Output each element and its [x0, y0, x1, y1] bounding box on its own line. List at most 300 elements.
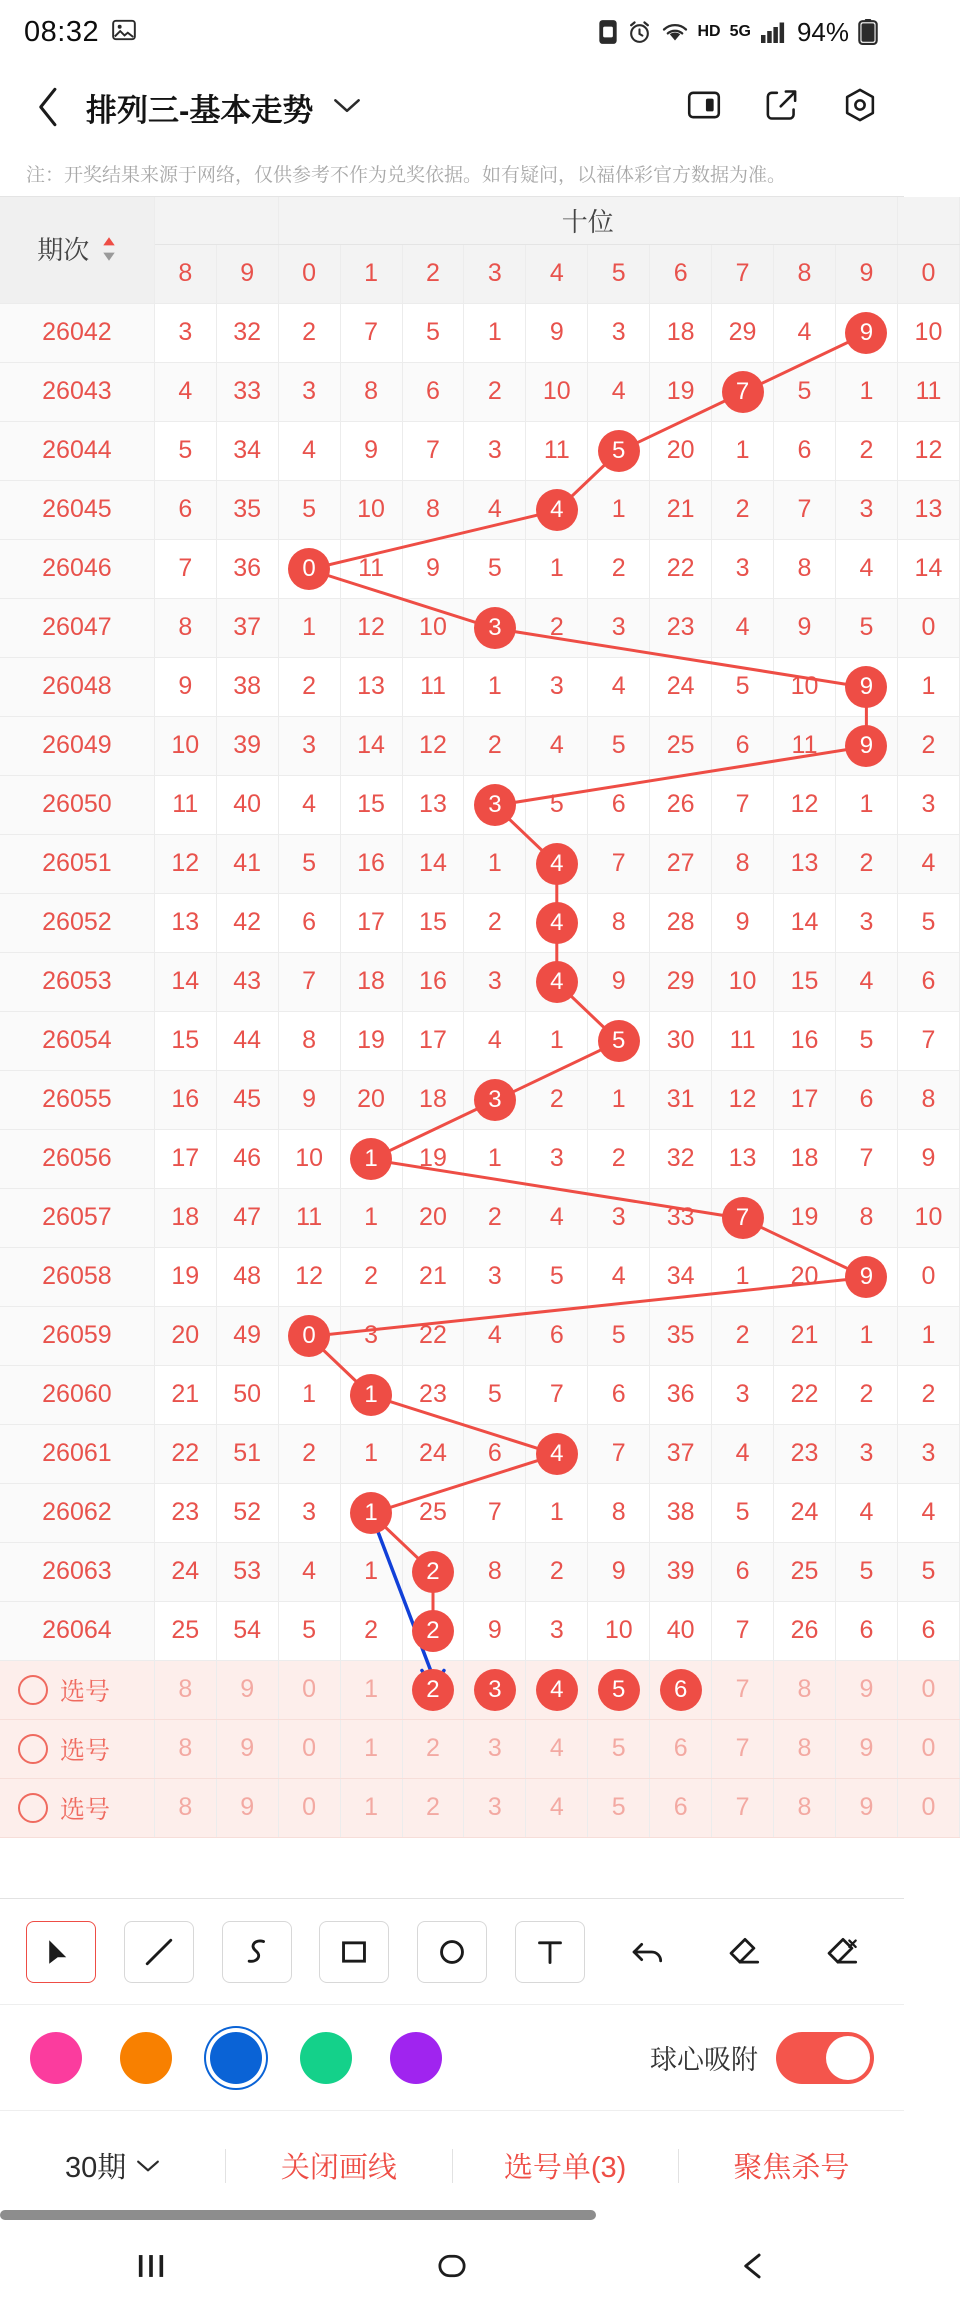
- cell-digit[interactable]: 24: [650, 657, 712, 716]
- cell-digit[interactable]: 11: [712, 1011, 774, 1070]
- pick-cell-digit[interactable]: 4: [526, 1778, 588, 1837]
- cell-digit[interactable]: 4: [278, 1542, 340, 1601]
- trend-table-container[interactable]: [0, 196, 943, 1898]
- cell-left[interactable]: 50: [216, 1365, 278, 1424]
- table-row[interactable]: [0, 421, 960, 480]
- table-row[interactable]: [0, 1365, 960, 1424]
- table-row[interactable]: [0, 952, 960, 1011]
- highlight-ball[interactable]: 4: [536, 1433, 578, 1475]
- cell-digit[interactable]: 1: [588, 1070, 650, 1129]
- cell-digit[interactable]: [588, 421, 650, 480]
- cell-digit[interactable]: 4: [712, 598, 774, 657]
- pick-cell-digit[interactable]: 1: [340, 1660, 402, 1719]
- cell-digit[interactable]: 10: [712, 952, 774, 1011]
- color-swatch-pink[interactable]: [30, 2032, 82, 2084]
- cell-digit[interactable]: [402, 1601, 464, 1660]
- cell-left[interactable]: 53: [216, 1542, 278, 1601]
- pick-cell-digit[interactable]: [402, 1660, 464, 1719]
- cell-digit[interactable]: 5: [278, 1601, 340, 1660]
- cell-left[interactable]: 37: [216, 598, 278, 657]
- back-chevron-icon[interactable]: [26, 87, 72, 127]
- cell-digit[interactable]: 3: [526, 1129, 588, 1188]
- cell-left[interactable]: 9: [154, 657, 216, 716]
- pick-cell-digit[interactable]: 0: [278, 1660, 340, 1719]
- pick-cell-digit[interactable]: 3: [464, 1778, 526, 1837]
- cell-digit[interactable]: 21: [650, 480, 712, 539]
- cell-digit[interactable]: 13: [774, 834, 836, 893]
- cell-digit[interactable]: 17: [774, 1070, 836, 1129]
- cell-digit[interactable]: 4: [588, 657, 650, 716]
- cell-right[interactable]: 11: [897, 362, 959, 421]
- highlight-ball[interactable]: 9: [845, 666, 887, 708]
- cell-digit[interactable]: 38: [650, 1483, 712, 1542]
- highlight-ball[interactable]: 1: [350, 1138, 392, 1180]
- cell-digit[interactable]: 8: [340, 362, 402, 421]
- cell-digit[interactable]: 7: [588, 1424, 650, 1483]
- table-row[interactable]: [0, 834, 960, 893]
- pick-row[interactable]: [0, 1660, 960, 1719]
- pick-cell-right[interactable]: 0: [897, 1778, 959, 1837]
- highlight-ball[interactable]: 0: [288, 1315, 330, 1357]
- cell-digit[interactable]: 35: [650, 1306, 712, 1365]
- cell-digit[interactable]: 37: [650, 1424, 712, 1483]
- cell-digit[interactable]: 39: [650, 1542, 712, 1601]
- cell-left[interactable]: 20: [154, 1306, 216, 1365]
- clear-all-tool[interactable]: [808, 1921, 878, 1983]
- cell-digit[interactable]: 15: [340, 775, 402, 834]
- cell-digit[interactable]: 7: [464, 1483, 526, 1542]
- cell-digit[interactable]: 7: [774, 480, 836, 539]
- cell-digit[interactable]: 5: [464, 539, 526, 598]
- cell-digit[interactable]: 26: [650, 775, 712, 834]
- cell-left[interactable]: 45: [216, 1070, 278, 1129]
- cell-left[interactable]: 47: [216, 1188, 278, 1247]
- period-header-cell[interactable]: [0, 197, 154, 303]
- table-row[interactable]: [0, 775, 960, 834]
- cell-digit[interactable]: 9: [774, 598, 836, 657]
- cell-digit[interactable]: 19: [650, 362, 712, 421]
- pick-cell-digit[interactable]: 6: [650, 1719, 712, 1778]
- pick-row-label-cell[interactable]: [0, 1778, 154, 1837]
- highlight-ball[interactable]: 9: [845, 312, 887, 354]
- cell-digit[interactable]: 25: [402, 1483, 464, 1542]
- highlight-ball[interactable]: 7: [722, 1197, 764, 1239]
- cell-digit[interactable]: 1: [835, 775, 897, 834]
- cell-digit[interactable]: 5: [588, 1306, 650, 1365]
- cell-digit[interactable]: 10: [340, 480, 402, 539]
- cell-digit[interactable]: [835, 303, 897, 362]
- cell-digit[interactable]: 26: [774, 1601, 836, 1660]
- cell-right[interactable]: 6: [897, 1601, 959, 1660]
- cell-digit[interactable]: 5: [712, 1483, 774, 1542]
- table-row[interactable]: [0, 1542, 960, 1601]
- cell-digit[interactable]: 2: [712, 1306, 774, 1365]
- cell-right[interactable]: 4: [897, 834, 959, 893]
- cell-digit[interactable]: 14: [402, 834, 464, 893]
- pick-cell-digit[interactable]: [650, 1660, 712, 1719]
- cell-digit[interactable]: 5: [835, 1542, 897, 1601]
- table-row[interactable]: [0, 303, 960, 362]
- cell-left[interactable]: 39: [216, 716, 278, 775]
- cell-left[interactable]: 40: [216, 775, 278, 834]
- cell-digit[interactable]: 4: [588, 362, 650, 421]
- pick-cell-digit[interactable]: 8: [774, 1778, 836, 1837]
- cell-digit[interactable]: 12: [774, 775, 836, 834]
- pick-cell-right[interactable]: 0: [897, 1719, 959, 1778]
- cell-left[interactable]: 17: [154, 1129, 216, 1188]
- cell-digit[interactable]: 3: [526, 657, 588, 716]
- cell-digit[interactable]: 7: [835, 1129, 897, 1188]
- cell-digit[interactable]: 4: [464, 1306, 526, 1365]
- period-select[interactable]: [0, 2145, 225, 2186]
- table-row[interactable]: [0, 480, 960, 539]
- cell-digit[interactable]: [712, 1188, 774, 1247]
- cell-digit[interactable]: 3: [712, 539, 774, 598]
- cell-digit[interactable]: 19: [402, 1129, 464, 1188]
- cell-digit[interactable]: [464, 775, 526, 834]
- cell-digit[interactable]: 13: [340, 657, 402, 716]
- cell-left[interactable]: 6: [154, 480, 216, 539]
- highlight-ball[interactable]: 9: [845, 1256, 887, 1298]
- cell-right[interactable]: 3: [897, 1424, 959, 1483]
- cell-right[interactable]: 0: [897, 1247, 959, 1306]
- focus-kill-button[interactable]: 聚焦杀号: [733, 2152, 850, 2184]
- cell-digit[interactable]: 5: [464, 1365, 526, 1424]
- cell-digit[interactable]: 1: [464, 657, 526, 716]
- cell-left[interactable]: 10: [154, 716, 216, 775]
- pick-cell-digit[interactable]: 4: [526, 1719, 588, 1778]
- cell-left[interactable]: 52: [216, 1483, 278, 1542]
- cell-digit[interactable]: 6: [774, 421, 836, 480]
- pick-cell-digit[interactable]: 7: [712, 1660, 774, 1719]
- cell-left[interactable]: 3: [154, 303, 216, 362]
- cell-digit[interactable]: 10: [278, 1129, 340, 1188]
- cell-digit[interactable]: 2: [278, 657, 340, 716]
- pick-cell-left[interactable]: 8: [154, 1778, 216, 1837]
- cell-digit[interactable]: 20: [774, 1247, 836, 1306]
- highlight-ball[interactable]: 1: [350, 1374, 392, 1416]
- cell-right[interactable]: 14: [897, 539, 959, 598]
- home-icon[interactable]: [435, 2251, 469, 2286]
- cell-digit[interactable]: [278, 539, 340, 598]
- pick-cell-digit[interactable]: 1: [340, 1778, 402, 1837]
- cell-digit[interactable]: 3: [835, 1424, 897, 1483]
- cell-right[interactable]: 5: [897, 1542, 959, 1601]
- pick-cell-digit[interactable]: 9: [835, 1719, 897, 1778]
- selected-ball[interactable]: 3: [474, 1669, 516, 1711]
- cell-digit[interactable]: 6: [835, 1601, 897, 1660]
- cell-digit[interactable]: 1: [278, 598, 340, 657]
- table-row[interactable]: [0, 657, 960, 716]
- cell-right[interactable]: 12: [897, 421, 959, 480]
- cell-digit[interactable]: [835, 657, 897, 716]
- cell-digit[interactable]: 9: [340, 421, 402, 480]
- cell-digit[interactable]: 20: [402, 1188, 464, 1247]
- cell-right[interactable]: 0: [897, 598, 959, 657]
- cell-digit[interactable]: 2: [712, 480, 774, 539]
- cell-right[interactable]: 3: [897, 775, 959, 834]
- cell-digit[interactable]: 7: [402, 421, 464, 480]
- recents-icon[interactable]: [134, 2251, 168, 2286]
- table-row[interactable]: [0, 1247, 960, 1306]
- selected-ball[interactable]: 2: [412, 1669, 454, 1711]
- cell-digit[interactable]: 5: [526, 775, 588, 834]
- cell-digit[interactable]: 2: [340, 1601, 402, 1660]
- scroll-indicator-bar[interactable]: [0, 2210, 596, 2220]
- cell-digit[interactable]: 14: [340, 716, 402, 775]
- cell-left[interactable]: 22: [154, 1424, 216, 1483]
- highlight-ball[interactable]: 4: [536, 489, 578, 531]
- table-row[interactable]: [0, 1601, 960, 1660]
- cell-digit[interactable]: 4: [835, 952, 897, 1011]
- cell-digit[interactable]: 7: [340, 303, 402, 362]
- cell-right[interactable]: 6: [897, 952, 959, 1011]
- pick-cell-digit[interactable]: 7: [712, 1719, 774, 1778]
- highlight-ball[interactable]: 2: [412, 1551, 454, 1593]
- pick-cell-digit[interactable]: [588, 1660, 650, 1719]
- cell-digit[interactable]: 22: [402, 1306, 464, 1365]
- cell-digit[interactable]: 1: [526, 1483, 588, 1542]
- cell-digit[interactable]: 8: [835, 1188, 897, 1247]
- cell-digit[interactable]: 25: [650, 716, 712, 775]
- cell-digit[interactable]: 6: [835, 1070, 897, 1129]
- cell-digit[interactable]: 10: [402, 598, 464, 657]
- cell-digit[interactable]: 5: [278, 834, 340, 893]
- cell-digit[interactable]: [464, 598, 526, 657]
- table-row[interactable]: [0, 598, 960, 657]
- cell-left[interactable]: 4: [154, 362, 216, 421]
- cell-digit[interactable]: 5: [402, 303, 464, 362]
- cell-left[interactable]: 36: [216, 539, 278, 598]
- cell-digit[interactable]: 28: [650, 893, 712, 952]
- cell-digit[interactable]: 2: [835, 834, 897, 893]
- cell-digit[interactable]: 15: [402, 893, 464, 952]
- cell-left[interactable]: 18: [154, 1188, 216, 1247]
- cell-digit[interactable]: 9: [712, 893, 774, 952]
- cell-digit[interactable]: 18: [650, 303, 712, 362]
- cell-digit[interactable]: 1: [464, 1129, 526, 1188]
- selected-ball[interactable]: 5: [598, 1669, 640, 1711]
- cell-digit[interactable]: 11: [526, 421, 588, 480]
- cell-digit[interactable]: 15: [774, 952, 836, 1011]
- cell-right[interactable]: 2: [897, 1365, 959, 1424]
- pick-cell-left[interactable]: 9: [216, 1660, 278, 1719]
- cell-digit[interactable]: 21: [402, 1247, 464, 1306]
- undo-tool[interactable]: [613, 1921, 683, 1983]
- cell-digit[interactable]: 21: [774, 1306, 836, 1365]
- cell-digit[interactable]: 1: [464, 303, 526, 362]
- cell-left[interactable]: 16: [154, 1070, 216, 1129]
- highlight-ball[interactable]: 9: [845, 725, 887, 767]
- cell-digit[interactable]: 3: [526, 1601, 588, 1660]
- cell-right[interactable]: 1: [897, 657, 959, 716]
- cell-digit[interactable]: 24: [402, 1424, 464, 1483]
- cell-digit[interactable]: 36: [650, 1365, 712, 1424]
- cell-digit[interactable]: 18: [402, 1070, 464, 1129]
- cell-digit[interactable]: 1: [588, 480, 650, 539]
- pick-cell-digit[interactable]: [464, 1660, 526, 1719]
- cell-digit[interactable]: 25: [774, 1542, 836, 1601]
- cell-digit[interactable]: 40: [650, 1601, 712, 1660]
- cell-digit[interactable]: 8: [588, 1483, 650, 1542]
- highlight-ball[interactable]: 7: [722, 371, 764, 413]
- cell-digit[interactable]: 7: [278, 952, 340, 1011]
- cell-digit[interactable]: 1: [340, 1188, 402, 1247]
- pick-cell-left[interactable]: 8: [154, 1660, 216, 1719]
- cell-left[interactable]: 54: [216, 1601, 278, 1660]
- pick-radio-icon[interactable]: [18, 1734, 48, 1764]
- cell-digit[interactable]: 2: [340, 1247, 402, 1306]
- rect-tool[interactable]: [319, 1921, 389, 1983]
- cell-digit[interactable]: 4: [835, 539, 897, 598]
- cell-digit[interactable]: 2: [588, 539, 650, 598]
- cell-right[interactable]: 13: [897, 480, 959, 539]
- cell-digit[interactable]: 6: [402, 362, 464, 421]
- cell-digit[interactable]: 29: [650, 952, 712, 1011]
- cell-right[interactable]: 7: [897, 1011, 959, 1070]
- cell-digit[interactable]: 6: [278, 893, 340, 952]
- cell-digit[interactable]: 10: [526, 362, 588, 421]
- highlight-ball[interactable]: 4: [536, 961, 578, 1003]
- cell-digit[interactable]: [835, 1247, 897, 1306]
- pick-cell-digit[interactable]: 2: [402, 1719, 464, 1778]
- pick-cell-digit[interactable]: 8: [774, 1719, 836, 1778]
- cell-left[interactable]: 13: [154, 893, 216, 952]
- pick-cell-left[interactable]: 9: [216, 1719, 278, 1778]
- pick-cell-digit[interactable]: [526, 1660, 588, 1719]
- cell-digit[interactable]: 1: [278, 1365, 340, 1424]
- cell-digit[interactable]: 2: [278, 1424, 340, 1483]
- cell-left[interactable]: 21: [154, 1365, 216, 1424]
- cell-digit[interactable]: 19: [774, 1188, 836, 1247]
- cell-left[interactable]: 7: [154, 539, 216, 598]
- cell-digit[interactable]: 4: [526, 1188, 588, 1247]
- pick-cell-digit[interactable]: 3: [464, 1719, 526, 1778]
- cell-digit[interactable]: 4: [835, 1483, 897, 1542]
- cell-left[interactable]: 32: [216, 303, 278, 362]
- pick-cell-digit[interactable]: 8: [774, 1660, 836, 1719]
- cell-left[interactable]: 48: [216, 1247, 278, 1306]
- cell-digit[interactable]: 2: [464, 1188, 526, 1247]
- pick-list-button[interactable]: 选号单(3): [503, 2152, 627, 2184]
- cell-digit[interactable]: 17: [402, 1011, 464, 1070]
- cell-digit[interactable]: 22: [650, 539, 712, 598]
- color-swatch-purple[interactable]: [390, 2032, 442, 2084]
- table-row[interactable]: [0, 1188, 960, 1247]
- cell-digit[interactable]: 8: [464, 1542, 526, 1601]
- cell-digit[interactable]: [526, 952, 588, 1011]
- color-swatch-blue[interactable]: [210, 2032, 262, 2084]
- highlight-ball[interactable]: 5: [598, 430, 640, 472]
- highlight-ball[interactable]: 2: [412, 1610, 454, 1652]
- cell-digit[interactable]: [340, 1365, 402, 1424]
- cell-digit[interactable]: 11: [774, 716, 836, 775]
- cell-digit[interactable]: 2: [835, 1365, 897, 1424]
- cell-digit[interactable]: 6: [712, 1542, 774, 1601]
- cell-digit[interactable]: 8: [588, 893, 650, 952]
- highlight-ball[interactable]: 1: [350, 1492, 392, 1534]
- table-row[interactable]: [0, 539, 960, 598]
- cell-left[interactable]: 8: [154, 598, 216, 657]
- cell-digit[interactable]: 7: [588, 834, 650, 893]
- cell-digit[interactable]: 5: [774, 362, 836, 421]
- pick-row-label-cell[interactable]: [0, 1660, 154, 1719]
- cell-digit[interactable]: 18: [774, 1129, 836, 1188]
- cell-left[interactable]: 33: [216, 362, 278, 421]
- cell-digit[interactable]: 10: [588, 1601, 650, 1660]
- highlight-ball[interactable]: 5: [598, 1020, 640, 1062]
- cell-digit[interactable]: 34: [650, 1247, 712, 1306]
- color-swatch-green[interactable]: [300, 2032, 352, 2084]
- cell-digit[interactable]: 8: [774, 539, 836, 598]
- cell-digit[interactable]: 8: [712, 834, 774, 893]
- cell-right[interactable]: 1: [897, 1306, 959, 1365]
- pick-cell-digit[interactable]: 7: [712, 1778, 774, 1837]
- cell-digit[interactable]: 5: [712, 657, 774, 716]
- cell-digit[interactable]: 23: [774, 1424, 836, 1483]
- cell-digit[interactable]: 9: [588, 952, 650, 1011]
- close-lines-button[interactable]: 关闭画线: [280, 2152, 397, 2184]
- cell-digit[interactable]: 4: [278, 421, 340, 480]
- highlight-ball[interactable]: 3: [474, 607, 516, 649]
- cell-left[interactable]: 25: [154, 1601, 216, 1660]
- color-swatch-orange[interactable]: [120, 2032, 172, 2084]
- cell-digit[interactable]: 9: [402, 539, 464, 598]
- cell-right[interactable]: 4: [897, 1483, 959, 1542]
- cell-digit[interactable]: 6: [588, 1365, 650, 1424]
- pick-row[interactable]: [0, 1719, 960, 1778]
- cell-digit[interactable]: 9: [278, 1070, 340, 1129]
- cell-digit[interactable]: [588, 1011, 650, 1070]
- cell-right[interactable]: 10: [897, 1188, 959, 1247]
- cell-digit[interactable]: 9: [526, 303, 588, 362]
- cell-digit[interactable]: 3: [712, 1365, 774, 1424]
- cell-digit[interactable]: 3: [588, 1188, 650, 1247]
- cell-left[interactable]: 5: [154, 421, 216, 480]
- cell-digit[interactable]: [526, 1424, 588, 1483]
- table-row[interactable]: [0, 1011, 960, 1070]
- pick-cell-digit[interactable]: 0: [278, 1778, 340, 1837]
- cell-digit[interactable]: [340, 1483, 402, 1542]
- table-row[interactable]: [0, 893, 960, 952]
- pick-cell-right[interactable]: 0: [897, 1660, 959, 1719]
- cell-digit[interactable]: 9: [588, 1542, 650, 1601]
- cursor-tool[interactable]: [26, 1921, 96, 1983]
- table-row[interactable]: [0, 716, 960, 775]
- cell-digit[interactable]: 17: [340, 893, 402, 952]
- cell-left[interactable]: 24: [154, 1542, 216, 1601]
- pick-cell-digit[interactable]: 0: [278, 1719, 340, 1778]
- cell-left[interactable]: 35: [216, 480, 278, 539]
- selected-ball[interactable]: 6: [660, 1669, 702, 1711]
- cell-digit[interactable]: 5: [588, 716, 650, 775]
- cell-digit[interactable]: 12: [402, 716, 464, 775]
- cell-digit[interactable]: 1: [526, 1011, 588, 1070]
- settings-icon[interactable]: [842, 87, 878, 128]
- cell-digit[interactable]: 2: [278, 303, 340, 362]
- cell-digit[interactable]: 4: [278, 775, 340, 834]
- cell-digit[interactable]: 2: [588, 1129, 650, 1188]
- pick-radio-icon[interactable]: [18, 1793, 48, 1823]
- cell-digit[interactable]: 11: [402, 657, 464, 716]
- cell-digit[interactable]: 19: [340, 1011, 402, 1070]
- cell-digit[interactable]: 5: [278, 480, 340, 539]
- cell-digit[interactable]: 4: [712, 1424, 774, 1483]
- pick-cell-digit[interactable]: 9: [835, 1778, 897, 1837]
- highlight-ball[interactable]: 3: [474, 1079, 516, 1121]
- cell-right[interactable]: 10: [897, 303, 959, 362]
- cell-digit[interactable]: 2: [835, 421, 897, 480]
